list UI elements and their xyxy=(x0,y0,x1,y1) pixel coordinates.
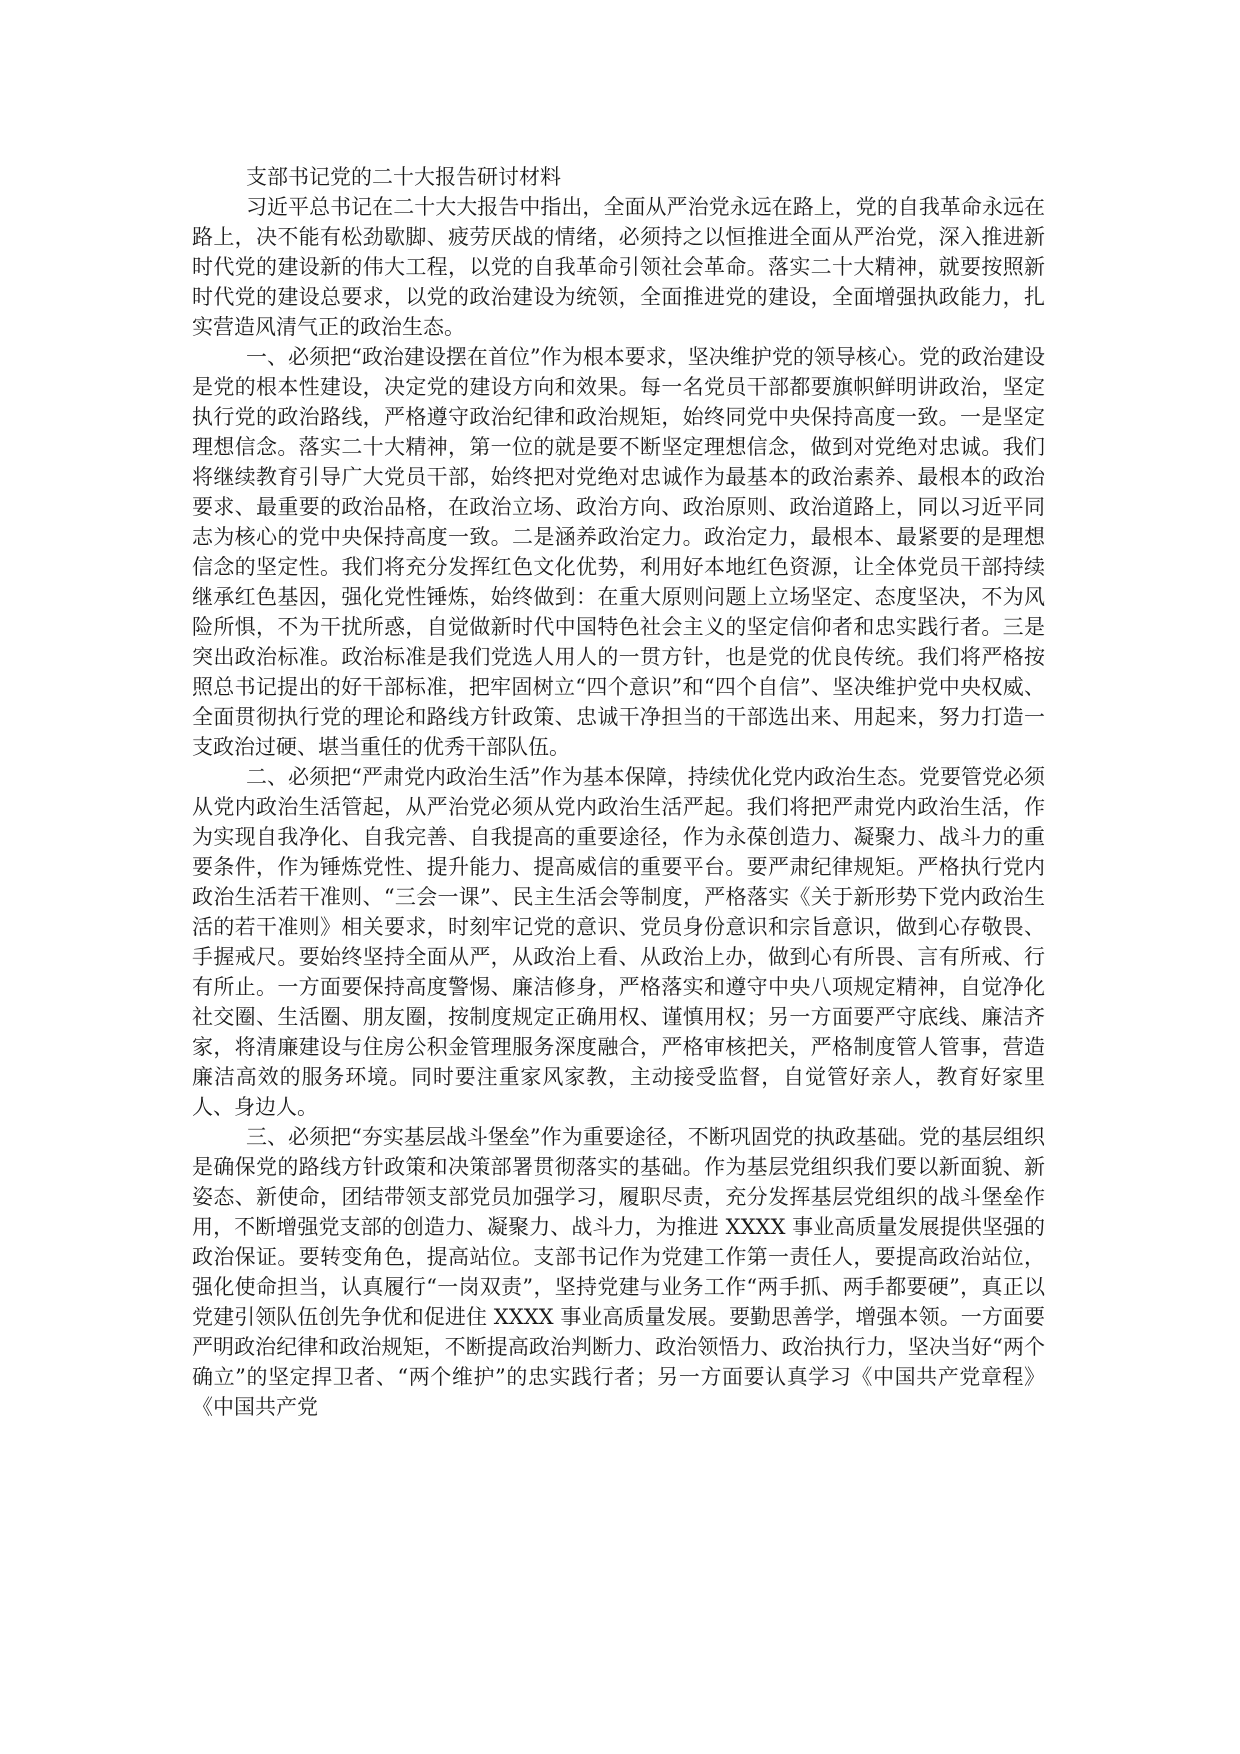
paragraph-intro: 习近平总书记在二十大大报告中指出，全面从严治党永远在路上，党的自我革命永远在路上，决不能有松劲歇脚、疲劳厌战的情绪，必须持之以恒推进全面从严治党，深入推进新时代党的建设新的伟大工程，以党的自我革命引领社会革命。落实二十大精神，就要按照新时代党的建设总要求，以党的政治建设为统领，全面推进党的建设，全面增强执政能力，扎实营造风清气正的政治生态。 xyxy=(192,195,1045,339)
paragraph-section-2: 二、必须把“严肃党内政治生活”作为基本保障，持续优化党内政治生态。党要管党必须从党内政治生活管起，从严治党必须从党内政治生活严起。我们将把严肃党内政治生活，作为实现自我净化、自我完善、自我提高的重要途径，作为永葆创造力、凝聚力、战斗力的重要条件，作为锤炼党性、提升能力、提高威信的重要平台。要严肃纪律规矩。严格执行党内政治生活若干准则、“三会一课”、民主生活会等制度，严格落实《关于新形势下党内政治生活的若干准则》相关要求，时刻牢记党的意识、党员身份意识和宗旨意识，做到心存敬畏、手握戒尺。要始终坚持全面从严，从政治上看、从政治上办，做到心有所畏、言有所戒、行有所止。一方面要保持高度警惕、廉洁修身，严格落实和遵守中央八项规定精神，自觉净化社交圈、生活圈、朋友圈，按制度规定正确用权、谨慎用权；另一方面要严守底线、廉洁齐家，将清廉建设与住房公积金管理服务深度融合，严格审核把关，严格制度管人管事，营造廉洁高效的服务环境。同时要注重家风家教，主动接受监督，自觉管好亲人，教育好家里人、身边人。 xyxy=(192,765,1045,1119)
document-page xyxy=(192,162,1045,1422)
paragraph-section-3: 三、必须把“夯实基层战斗堡垒”作为重要途径，不断巩固党的执政基础。党的基层组织是确保党的路线方针政策和决策部署贯彻落实的基础。作为基层党组织我们要以新面貌、新姿态、新使命，团结带领支部党员加强学习，履职尽责，充分发挥基层党组织的战斗堡垒作用，不断增强党支部的创造力、凝聚力、战斗力，为推进 XXXX 事业高质量发展提供坚强的政治保证。要转变角色，提高站位。支部书记作为党建工作第一责任人，要提高政治站位，强化使命担当，认真履行“一岗双责”，坚持党建与业务工作“两手抓、两手都要硬”，真正以党建引领队伍创先争优和促进住 XXXX 事业高质量发展。要勤思善学，增强本领。一方面要严明政治纪律和政治规矩，不断提高政治判断力、政治领悟力、政治执行力，坚决当好“两个确立”的坚定捍卫者、“两个维护”的忠实践行者；另一方面要认真学习《中国共产党章程》《中国共产党 xyxy=(192,1125,1045,1419)
paragraph-section-1: 一、必须把“政治建设摆在首位”作为根本要求，坚决维护党的领导核心。党的政治建设是党的根本性建设，决定党的建设方向和效果。每一名党员干部都要旗帜鲜明讲政治，坚定执行党的政治路线，严格遵守政治纪律和政治规矩，始终同党中央保持高度一致。一是坚定理想信念。落实二十大精神，第一位的就是要不断坚定理想信念，做到对党绝对忠诚。我们将继续教育引导广大党员干部，始终把对党绝对忠诚作为最基本的政治素养、最根本的政治要求、最重要的政治品格，在政治立场、政治方向、政治原则、政治道路上，同以习近平同志为核心的党中央保持高度一致。二是涵养政治定力。政治定力，最根本、最紧要的是理想信念的坚定性。我们将充分发挥红色文化优势，利用好本地红色资源，让全体党员干部持续继承红色基因，强化党性锤炼，始终做到：在重大原则问题上立场坚定、态度坚决，不为风险所惧，不为干扰所惑，自觉做新时代中国特色社会主义的坚定信仰者和忠实践行者。三是突出政治标准。政治标准是我们党选人用人的一贯方针，也是党的优良传统。我们将严格按照总书记提出的好干部标准，把牢固树立“四个意识”和“四个自信”、坚决维护党中央权威、全面贯彻执行党的理论和路线方针政策、忠诚干净担当的干部选出来、用起来，努力打造一支政治过硬、堪当重任的优秀干部队伍。 xyxy=(192,345,1045,759)
document-title: 支部书记党的二十大报告研讨材料 xyxy=(246,165,561,189)
